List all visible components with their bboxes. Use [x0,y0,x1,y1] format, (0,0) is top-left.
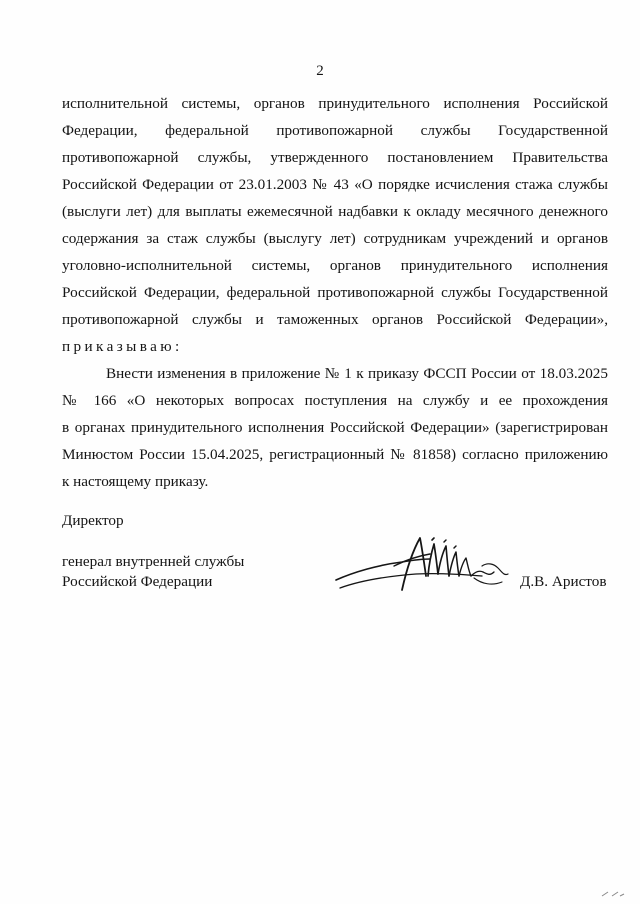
body-line: исполнительной системы, органов принудительного исполнения Российской [62,95,608,112]
signatory-name: Д.В. Аристов [520,573,607,590]
body-line: содержания за стаж службы (выслугу лет) сотрудникам учреждений и органов [62,230,608,247]
body-line: уголовно-исполнительной системы, органов принудительного исполнения [62,257,608,274]
signatory-rank-line2: Российской Федерации [62,573,213,590]
paragraph-line: Минюстом России 15.04.2025, регистрационный № 81858) согласно приложению [62,446,608,463]
body-line: противопожарной службы, утвержденного постановлением Правительства [62,149,608,166]
body-line: Федерации, федеральной противопожарной службы Государственной [62,122,608,139]
body-line: противопожарной службы и таможенных органов Российской Федерации», [62,311,608,328]
signatory-rank-line1: генерал внутренней службы [62,553,245,570]
handwritten-signature [332,532,512,602]
body-line: Российской Федерации от 23.01.2003 № 43 «О порядке исчисления стажа службы [62,176,608,193]
paragraph-line: № 166 «О некоторых вопросах поступления на службу и ее прохождения [62,392,608,409]
order-word: приказываю: [62,338,183,355]
signatory-position: Директор [62,512,124,529]
paragraph-line: в органах принудительного исполнения Российской Федерации» (зарегистрирован [62,419,608,436]
scan-mark-icon [600,890,626,898]
page-number: 2 [316,63,324,79]
body-line: Российской Федерации, федеральной противопожарной службы Государственной [62,284,608,301]
paragraph-line: к настоящему приказу. [62,473,209,490]
paragraph-line: Внести изменения в приложение № 1 к приказу ФССП России от 18.03.2025 [106,365,608,382]
body-line: (выслуги лет) для выплаты ежемесячной надбавки к окладу месячного денежного [62,203,608,220]
